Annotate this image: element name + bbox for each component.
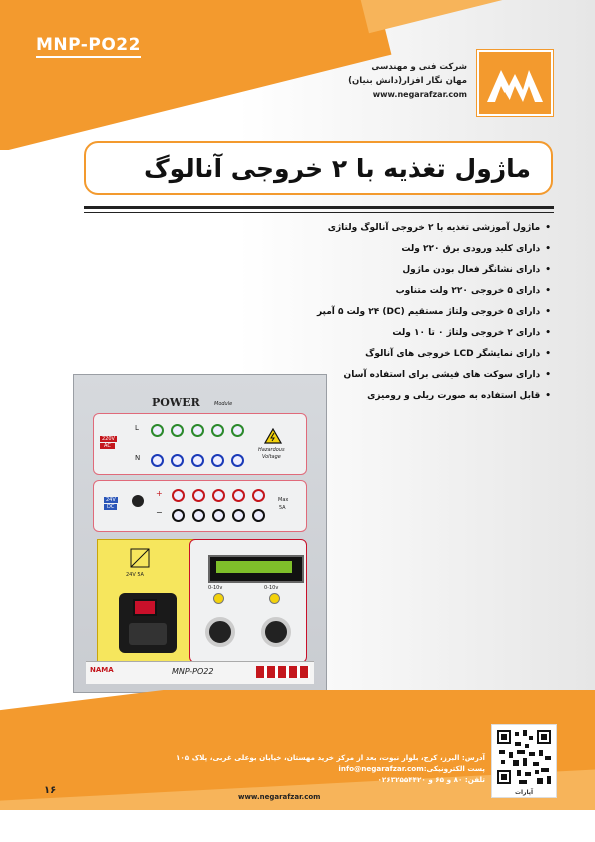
analog-label-1: 0-10v bbox=[208, 585, 223, 591]
product-image bbox=[73, 374, 327, 693]
ac-l-jack bbox=[191, 424, 204, 437]
psu-symbol-icon bbox=[130, 548, 150, 568]
ac-n-jack bbox=[231, 454, 244, 467]
list-item: • دارای نشانگر فعال بودن ماژول bbox=[171, 260, 551, 281]
ac-n-jack bbox=[171, 454, 184, 467]
footer-address: آدرس: البرز، کرج، بلوار نبوت، بعد از مرکز خرید مهستان، خیابان بوعلی غربی، پلاک ۱۰۵ bbox=[176, 753, 485, 762]
power-indicator-lamp bbox=[132, 495, 144, 507]
hazard-label-2: Voltage bbox=[262, 454, 281, 460]
company-line-2: مهان نگار افزار(دانش بنیان) bbox=[348, 76, 467, 86]
max-label-2: 5A bbox=[279, 505, 286, 511]
psu-label: 24V 5A bbox=[126, 572, 144, 578]
footer-email: پست الکترونیکی:info@negarafzar.com bbox=[338, 764, 485, 773]
logo-mark-icon bbox=[479, 52, 551, 114]
panel-brand-sub: Module bbox=[214, 401, 233, 407]
line-n-label: N bbox=[135, 454, 141, 462]
ac-n-jack bbox=[211, 454, 224, 467]
ac-l-jack bbox=[211, 424, 224, 437]
certification-marks bbox=[256, 666, 310, 678]
list-item: • دارای نمایشگر LCD خروجی های آنالوگ bbox=[171, 344, 551, 365]
panel-footer-plate bbox=[86, 661, 314, 684]
dc-plus-jack bbox=[192, 489, 205, 502]
lcd-display bbox=[208, 555, 304, 583]
ac-l-jack bbox=[171, 424, 184, 437]
ac-l-jack bbox=[231, 424, 244, 437]
line-l-label: L bbox=[135, 424, 139, 432]
plus-sign: + bbox=[156, 489, 163, 498]
company-website: www.negarafzar.com bbox=[372, 90, 467, 99]
dc-label-1: 24V bbox=[106, 497, 116, 503]
company-logo bbox=[477, 50, 553, 116]
analog-out-1-jack bbox=[213, 593, 224, 604]
hazard-warning-icon bbox=[264, 428, 282, 444]
panel-model: MNP-PO22 bbox=[172, 667, 214, 676]
page-number: ۱۶ bbox=[44, 785, 57, 796]
max-label-1: Max bbox=[278, 497, 289, 503]
dc-plus-jack bbox=[252, 489, 265, 502]
company-block bbox=[348, 60, 467, 102]
title-box bbox=[84, 141, 553, 195]
ac-label-2: AC bbox=[100, 443, 115, 449]
dc-minus-jack bbox=[212, 509, 225, 522]
ac-label-1: 220V bbox=[102, 436, 115, 442]
panel-logo: NAMA bbox=[90, 666, 114, 674]
list-item: • دارای ۲ خروجی ولتاژ ۰ تا ۱۰ ولت bbox=[171, 323, 551, 344]
list-item: • دارای ۵ خروجی ولتاژ مستقیم (DC) ۲۴ ولت ۵ آمپر bbox=[171, 302, 551, 323]
list-item: • دارای ۵ خروجی ۲۲۰ ولت متناوب bbox=[171, 281, 551, 302]
analog-2-knob bbox=[261, 617, 291, 647]
footer-white-strip bbox=[0, 810, 595, 842]
list-item: • ماژول آموزشی تغذیه با ۲ خروجی آنالوگ ولتاژی bbox=[171, 218, 551, 239]
minus-sign: − bbox=[156, 508, 163, 517]
divider-thin bbox=[84, 212, 554, 213]
ac-output-section bbox=[93, 413, 307, 475]
header-accent-stripe bbox=[359, 0, 595, 33]
model-code: MNP-PO22 bbox=[36, 35, 141, 58]
panel-brand: POWER bbox=[152, 396, 200, 409]
dc-plus-jack bbox=[232, 489, 245, 502]
footer-phone: تلفن: ۸۰ و ۶۵ و ۰۲۶۳۲۵۵۴۴۲۰ bbox=[377, 775, 485, 784]
footer-website: www.negarafzar.com bbox=[238, 793, 321, 801]
divider-thick bbox=[84, 206, 554, 209]
dc-minus-jack bbox=[252, 509, 265, 522]
qr-code[interactable] bbox=[491, 724, 557, 798]
hazard-label-1: Hazardous bbox=[258, 447, 285, 453]
page-title: ماژول تغذیه با ۲ خروجی آنالوگ bbox=[144, 153, 531, 183]
list-item: • دارای کلید ورودی برق ۲۲۰ ولت bbox=[171, 239, 551, 260]
header-orange-shape bbox=[0, 0, 391, 150]
iec-inlet bbox=[129, 623, 167, 645]
power-switch bbox=[133, 599, 157, 616]
qr-label: آپارات bbox=[514, 789, 534, 796]
analog-label-2: 0-10v bbox=[264, 585, 279, 591]
dc-plus-jack bbox=[212, 489, 225, 502]
dc-label-2: DC bbox=[104, 504, 117, 510]
dc-plus-jack bbox=[172, 489, 185, 502]
dc-minus-jack bbox=[192, 509, 205, 522]
analog-1-knob bbox=[205, 617, 235, 647]
footer-contact bbox=[176, 752, 485, 785]
power-inlet-socket bbox=[119, 593, 177, 653]
lcd-screen bbox=[216, 561, 292, 573]
list-item: • دارای سوکت های فیشی برای استفاده آسان bbox=[171, 365, 551, 386]
ac-l-jack bbox=[151, 424, 164, 437]
dc-minus-jack bbox=[172, 509, 185, 522]
ac-n-jack bbox=[151, 454, 164, 467]
company-line-1: شرکت فنی و مهندسی bbox=[371, 62, 467, 72]
list-item: • قابل استفاده به صورت ریلی و رومیزی bbox=[171, 386, 551, 407]
analog-out-2-jack bbox=[269, 593, 280, 604]
ac-n-jack bbox=[191, 454, 204, 467]
dc-output-section bbox=[93, 480, 307, 532]
dc-minus-jack bbox=[232, 509, 245, 522]
qr-code-icon bbox=[495, 728, 553, 786]
